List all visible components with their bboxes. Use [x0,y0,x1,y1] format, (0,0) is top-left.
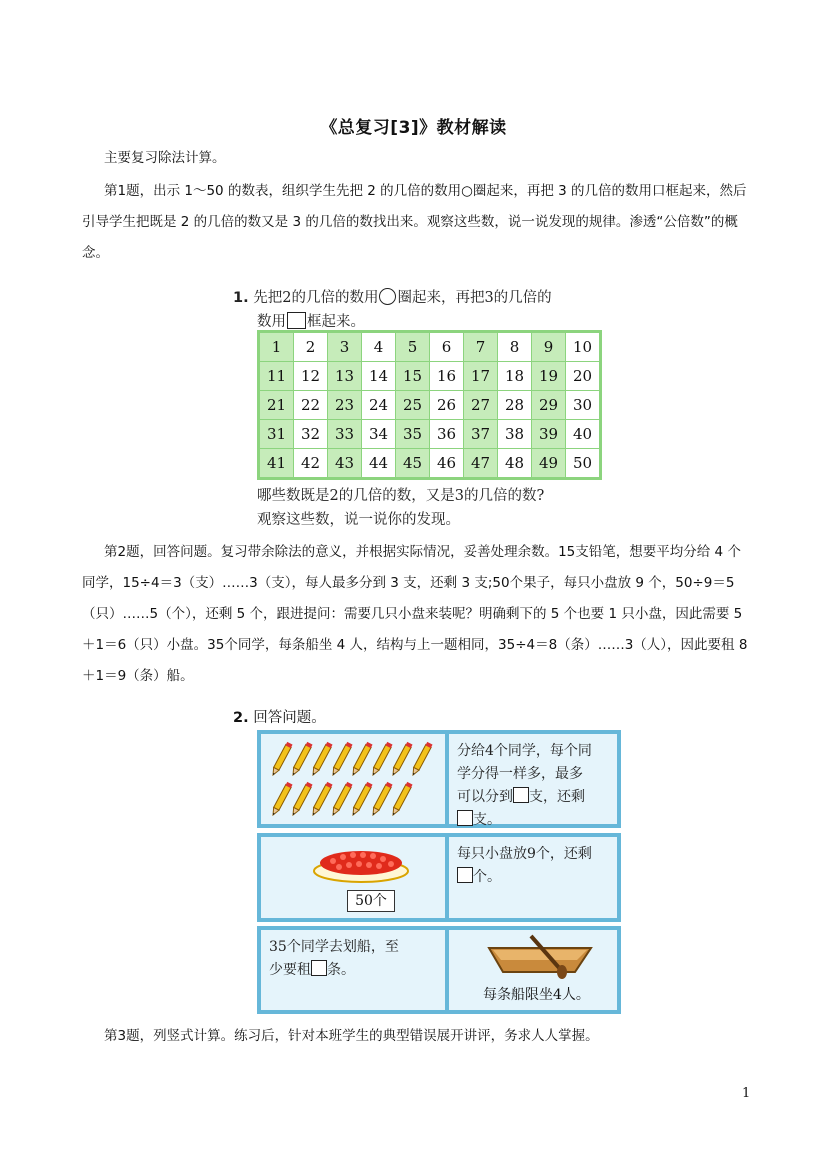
boat-text-cell [259,928,447,1012]
answer-box [513,787,529,803]
grid-cell: 1 [259,332,294,362]
answer-box [457,810,473,826]
page-number: 1 [742,1086,751,1101]
grid-cell: 49 [532,449,566,479]
grid-cell: 12 [294,362,328,391]
grid-cell: 13 [328,362,362,391]
row1-line-e: 支。 [473,812,501,828]
figure1-instruction [233,286,621,334]
grid-cell: 46 [430,449,464,479]
grid-cell: 28 [498,391,532,420]
pencil-icon [330,742,352,777]
fruit-problem-row [257,833,621,922]
grid-cell: 8 [498,332,532,362]
instruction-part-b: 圈起来，再把3的几倍的 [397,290,552,306]
row1-line-d: 支，还剩 [529,789,585,805]
figure-number-table [233,286,621,526]
pencil-icon [350,742,372,777]
row2-line-a: 每只小盘放9个，还剩 [457,846,592,862]
instruction-part-d: 框起来。 [307,314,365,330]
page-title: 《总复习[3]》教材解读 [320,118,507,138]
grid-cell: 40 [566,420,601,449]
fruit-count-label: 50个 [347,890,395,912]
grid-row [259,449,601,479]
question2-paragraph: 第2题，回答问题。复习带余除法的意义，并根据实际情况，妥善处理余数。15支铅笔，想要平均分给 4 个同学，15÷4＝3（支）……3（支），每人最多分到 3 支，还剩 3 支;50个果子，每只小盘放 9 个，50÷9＝5（只）……5（个），还剩 5 个，跟进提问：需要几只小盘来装呢？明确剩下的 5 个也要 1 只小盘，因此需要 5＋1＝6（只）小盘。35个同学，每条船坐 4 人，结构与上一题相同，35÷4＝8（条）……3（人），因此要租 8＋1＝9（条）船。 [82,544,748,684]
figure1-question [257,484,627,532]
row3-line-a: 35个同学去划船，至 [269,939,399,955]
grid-cell: 26 [430,391,464,420]
grid-cell: 10 [566,332,601,362]
figure2-heading [233,706,623,727]
grid-cell: 2 [294,332,328,362]
answer-box [311,960,327,976]
boat-problem-text [261,930,445,988]
grid-cell: 11 [259,362,294,391]
question1-paragraph: 第1题，出示 1～50 的数表，组织学生先把 2 的几倍的数用○圈起来，再把 3 的几倍的数用口框起来，然后引导学生把既是 2 的几倍的数又是 3 的几倍的数找出来。观察这些数，说一说发现的规律。渗透“公倍数”的概念。 [82,183,747,261]
grid-cell: 25 [396,391,430,420]
pencil-icon [310,742,332,777]
row1-line-c: 可以分到 [457,789,513,805]
fruit-picture-cell [259,835,447,920]
grid-cell: 47 [464,449,498,479]
grid-cell: 27 [464,391,498,420]
row2-line-b: 个。 [473,869,501,885]
grid-cell: 21 [259,391,294,420]
grid-row [259,420,601,449]
pencil-icon [370,782,392,817]
pencil-icon [290,782,312,817]
grid-cell: 34 [362,420,396,449]
number-grid [257,330,602,480]
square-icon [287,312,306,329]
fruit-text-cell [447,835,619,920]
grid-cell: 18 [498,362,532,391]
circle-icon [379,288,396,305]
question3-paragraph: 第3题，列竖式计算。练习后，针对本班学生的典型错误展开讲评，务求人人掌握。 [104,1028,599,1044]
pencil-problem-text [449,734,617,838]
grid-cell: 4 [362,332,396,362]
question-line-1: 哪些数既是2的几倍的数，又是3的几倍的数? [257,488,545,504]
fruit-plate-illustration [311,845,411,885]
instruction-part-a: 先把2的几倍的数用 [253,290,379,306]
pencil-icon [330,782,352,817]
row1-line-a: 分给4个同学，每个同 [457,743,592,759]
pencil-text-cell [447,732,619,826]
pencil-icon [310,782,332,817]
pencil-icon [410,742,432,777]
grid-cell: 6 [430,332,464,362]
grid-cell: 17 [464,362,498,391]
pencil-icon [270,782,292,817]
grid-cell: 19 [532,362,566,391]
pencil-icon [350,782,372,817]
grid-cell: 20 [566,362,601,391]
grid-cell: 16 [430,362,464,391]
intro-paragraph: 主要复习除法计算。 [104,150,226,166]
grid-cell: 50 [566,449,601,479]
grid-cell: 15 [396,362,430,391]
grid-cell: 30 [566,391,601,420]
row3-line-b: 少要租 [269,962,311,978]
row1-line-b: 学分得一样多，最多 [457,766,583,782]
grid-cell: 44 [362,449,396,479]
grid-cell: 32 [294,420,328,449]
pencil-picture-cell [259,732,447,826]
row3-line-c: 条。 [327,962,355,978]
grid-cell: 37 [464,420,498,449]
grid-cell: 31 [259,420,294,449]
grid-cell: 14 [362,362,396,391]
grid-cell: 3 [328,332,362,362]
grid-cell: 24 [362,391,396,420]
grid-cell: 33 [328,420,362,449]
grid-cell: 42 [294,449,328,479]
grid-cell: 43 [328,449,362,479]
grid-cell: 9 [532,332,566,362]
grid-cell: 45 [396,449,430,479]
grid-cell: 38 [498,420,532,449]
grid-cell: 39 [532,420,566,449]
figure-answer-questions [233,706,623,1012]
grid-cell: 5 [396,332,430,362]
boat-problem-row [257,926,621,1014]
grid-cell: 22 [294,391,328,420]
answer-box [457,867,473,883]
figure2-heading-text: 回答问题。 [253,710,326,726]
pencil-icon [390,782,412,817]
grid-cell: 48 [498,449,532,479]
pencil-icon [370,742,392,777]
pencil-icon [390,742,412,777]
grid-cell: 41 [259,449,294,479]
pencils-illustration [269,740,439,820]
pencil-problem-row [257,730,621,828]
grid-cell: 36 [430,420,464,449]
pencil-icon [290,742,312,777]
instruction-part-c: 数用 [257,314,286,330]
grid-cell: 23 [328,391,362,420]
boat-illustration [485,934,595,982]
figure2-number: 2. [233,710,249,726]
grid-cell: 7 [464,332,498,362]
grid-row [259,362,601,391]
boat-picture-cell [447,928,619,1012]
grid-row [259,391,601,420]
boat-capacity-caption: 每条船限坐4人。 [483,987,590,1003]
pencil-icon [270,742,292,777]
question-line-2: 观察这些数，说一说你的发现。 [257,512,460,528]
grid-cell: 35 [396,420,430,449]
figure1-number: 1. [233,290,249,306]
fruit-problem-text [449,837,617,895]
grid-row [259,332,601,362]
grid-cell: 29 [532,391,566,420]
